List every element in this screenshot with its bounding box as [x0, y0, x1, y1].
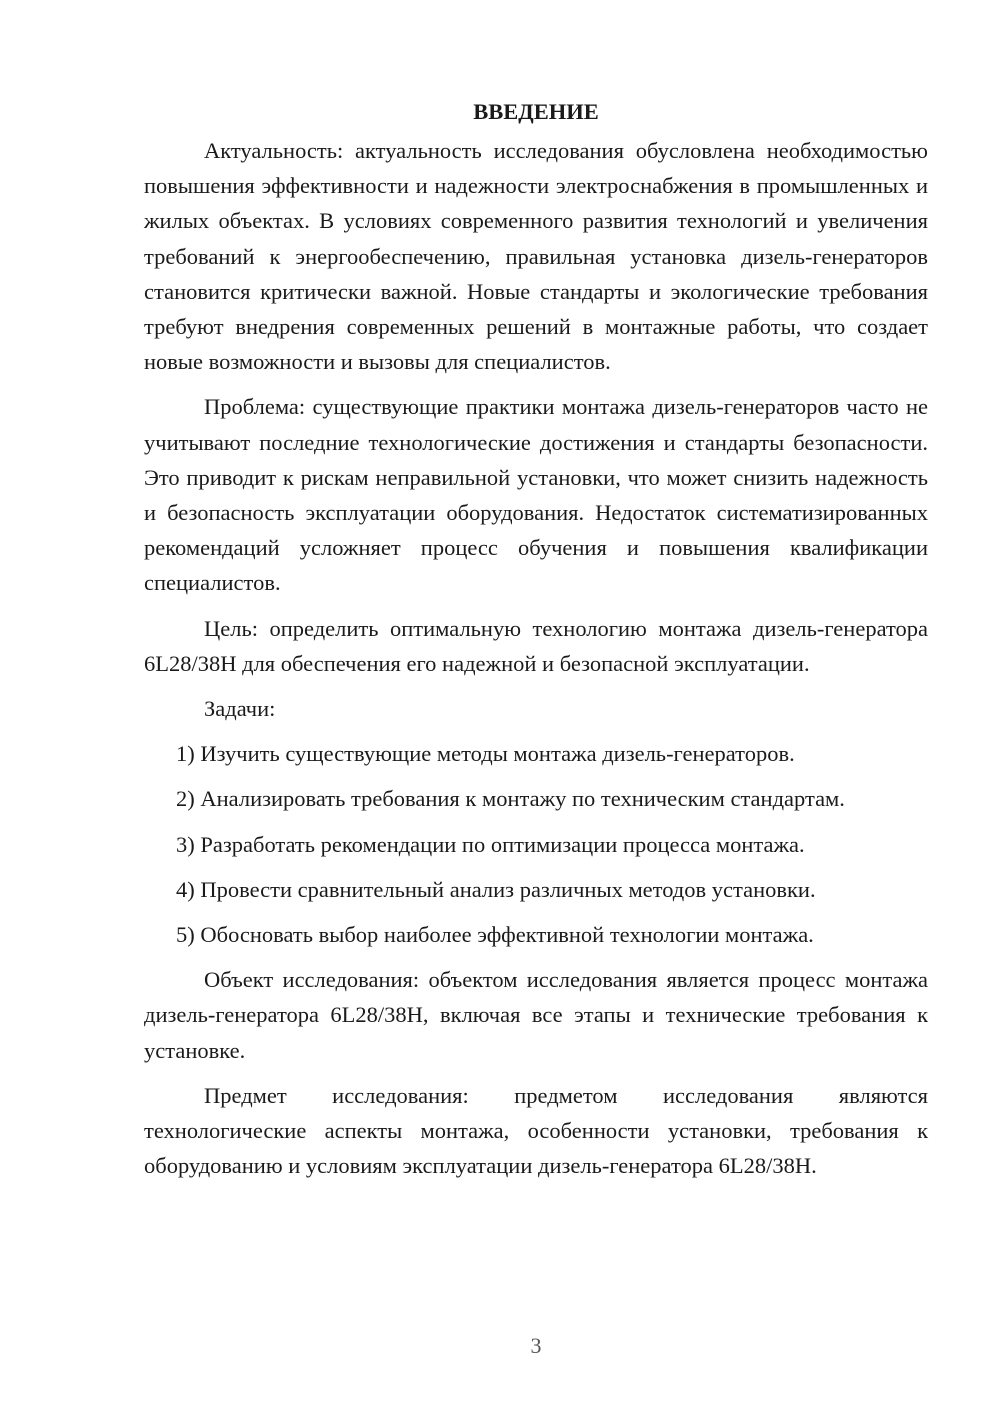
list-item: 2) Анализировать требования к монтажу по техническим стандартам.	[176, 786, 845, 812]
list-item: 5) Обосновать выбор наиболее эффективной технологии монтажа.	[176, 922, 814, 948]
paragraph-subject: Предмет исследования: предметом исследования являются технологические аспекты монтажа, особенности установки, требования к оборудованию и условиям эксплуатации дизель-генератора 6L28/38H.	[144, 1082, 928, 1179]
page-body	[144, 94, 928, 1193]
list-item: 1) Изучить существующие методы монтажа дизель-генераторов.	[176, 741, 795, 767]
page-number: 3	[530, 1333, 542, 1358]
list-item: 4) Провести сравнительный анализ различных методов установки.	[176, 876, 816, 902]
tasks-list	[144, 736, 928, 952]
paragraph-relevance: Актуальность: актуальность исследования обусловлена необходимостью повышения эффективности и надежности электроснабжения в промышленных и жилых объектах. В условиях современного развития технологий и увеличения требований к энергообеспечению, правильная установка дизель-генераторов становится критически важной. Новые стандарты и экологические требования требуют внедрения современных решений в монтажные работы, что создает новые возможности и вызовы для специалистов.	[144, 138, 928, 375]
list-item: 3) Разработать рекомендации по оптимизации процесса монтажа.	[176, 831, 805, 857]
paragraph-goal: Цель: определить оптимальную технологию монтажа дизель-генератора 6L28/38H для обеспечения его надежной и безопасной эксплуатации.	[144, 615, 928, 676]
paragraph-object: Объект исследования: объектом исследования является процесс монтажа дизель-генератора 6L28/38H, включая все этапы и технические требования к установке.	[144, 967, 928, 1063]
page-title: ВВЕДЕНИЕ	[473, 99, 599, 124]
paragraph-problem: Проблема: существующие практики монтажа дизель-генераторов часто не учитывают последние технологические достижения и стандарты безопасности. Это приводит к рискам неправильной установки, что может снизить надежность и безопасность эксплуатации оборудования. Недостаток систематизированных рекомендаций усложняет процесс обучения и повышения квалификации специалистов.	[144, 394, 928, 596]
tasks-label: Задачи:	[204, 696, 276, 722]
